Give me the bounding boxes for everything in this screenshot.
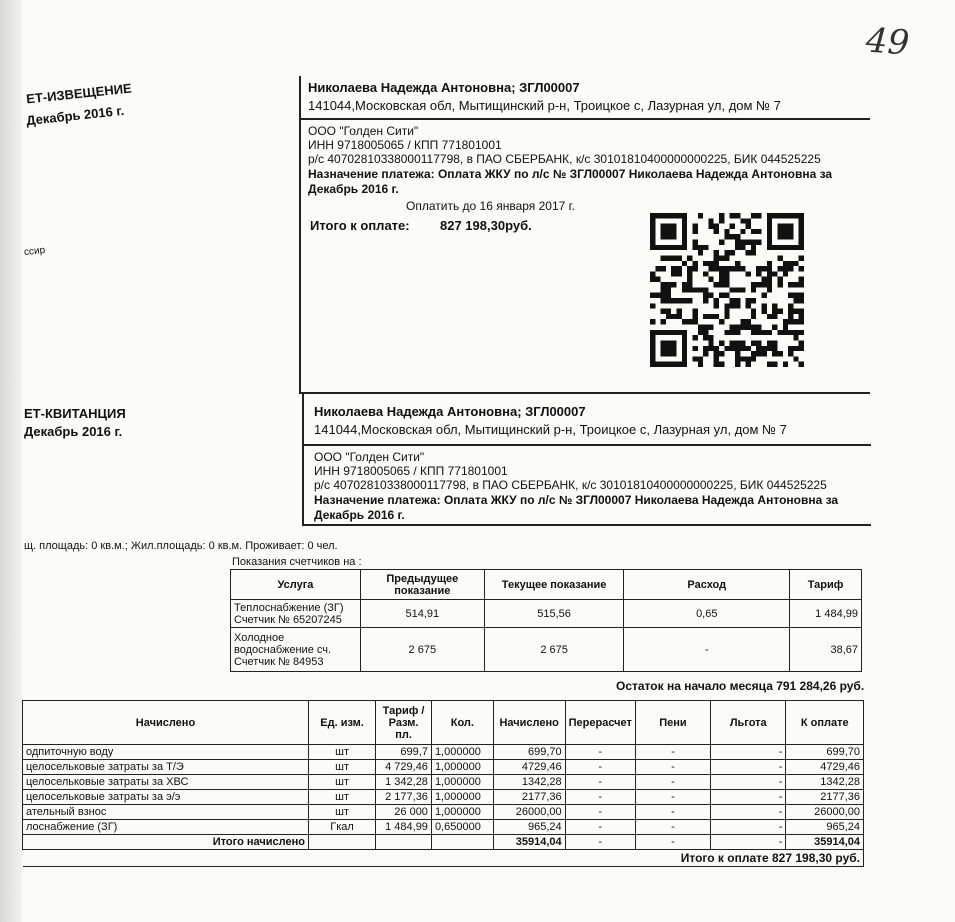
charges-cell-benefit: - — [711, 760, 786, 775]
charges-row — [23, 760, 864, 775]
charges-cell-tariff: 4 729,46 — [376, 760, 432, 775]
notice-payer: Николаева Надежда Антоновна; ЗГЛ00007 — [308, 80, 580, 95]
charges-cell-unit: Гкал — [308, 820, 375, 835]
charges-cell-penalty: - — [635, 820, 710, 835]
charges-cell-tariff: 1 484,99 — [376, 820, 432, 835]
meters-cell-prev: 514,91 — [360, 600, 484, 628]
charges-cell-pay: 4729,46 — [786, 760, 864, 775]
receipt-divider-bottom — [303, 524, 871, 526]
notice-divider-bottom — [300, 392, 870, 394]
grand-total: Итого к оплате 827 198,30 руб. — [23, 850, 864, 867]
charges-cell-qty: 0,650000 — [431, 820, 493, 835]
charges-cell-qty: 1,000000 — [431, 775, 493, 790]
charges-cell-charged: 26000,00 — [493, 805, 565, 820]
charges-cell-recalc: - — [565, 775, 635, 790]
charges-cell-penalty: - — [635, 760, 710, 775]
receipt-address: 141044,Московская обл, Мытищинский р-н, Троицкое с, Лазурная ул, дом № 7 — [314, 422, 787, 437]
notice-pay-until: Оплатить до 16 января 2017 г. — [406, 199, 575, 213]
charges-cell-tariff: 1 342,28 — [376, 775, 432, 790]
meters-row — [231, 600, 862, 628]
charges-cell-tariff: 26 000 — [376, 805, 432, 820]
meters-cell-usage: 0,65 — [624, 600, 790, 628]
meters-cell-usage: - — [624, 628, 790, 672]
balance-line: Остаток на начало месяца 791 284,26 руб. — [616, 679, 865, 693]
charges-cell-recalc: - — [565, 805, 635, 820]
meters-table — [230, 569, 862, 672]
notice-org: ООО "Голден Сити" — [308, 124, 419, 138]
receipt-left-title: ЕТ-КВИТАНЦИЯ — [24, 406, 126, 421]
receipt-payer: Николаева Надежда Антоновна; ЗГЛ00007 — [314, 404, 586, 419]
meters-header-prev: Предыдущее показание — [360, 570, 484, 600]
charges-cell-tariff: 699,7 — [376, 745, 432, 760]
charges-total-empty-1 — [308, 835, 375, 850]
notice-purpose-2: Декабрь 2016 г. — [308, 182, 399, 196]
charges-row — [23, 820, 864, 835]
charges-cell-unit: шт — [308, 745, 375, 760]
charges-cell-penalty: - — [635, 775, 710, 790]
charges-total-penalty: - — [635, 835, 710, 850]
meters-cell-tariff: 38,67 — [790, 628, 862, 672]
charges-cell-name: одпиточную воду — [23, 745, 309, 760]
charges-cell-recalc: - — [565, 820, 635, 835]
charges-cell-unit: шт — [308, 790, 375, 805]
charges-cell-name: ательный взнос — [23, 805, 309, 820]
charges-cell-pay: 1342,28 — [786, 775, 864, 790]
charges-cell-charged: 965,24 — [493, 820, 565, 835]
qr-code-icon — [650, 210, 804, 370]
charges-header-recalc: Перерасчет — [565, 701, 635, 745]
receipt-purpose-1: Назначение платежа: Оплата ЖКУ по л/с № ЗГЛ00007 Николаева Надежда Антоновна за — [314, 493, 839, 507]
charges-header-pay: К оплате — [786, 701, 864, 745]
charges-cell-qty: 1,000000 — [431, 805, 493, 820]
charges-row — [23, 745, 864, 760]
charges-cell-name: целосельковые затраты за э/э — [23, 790, 309, 805]
handwritten-page-number: 49 — [864, 20, 911, 64]
charges-cell-pay: 26000,00 — [786, 805, 864, 820]
charges-cell-benefit: - — [711, 820, 786, 835]
meters-header-service: Услуга — [231, 570, 361, 600]
notice-address: 141044,Московская обл, Мытищинский р-н, Троицкое с, Лазурная ул, дом № 7 — [308, 98, 781, 113]
charges-table — [22, 700, 864, 867]
charges-header-qty: Кол. — [431, 701, 493, 745]
receipt-divider-top — [303, 444, 871, 446]
charges-cell-qty: 1,000000 — [431, 745, 493, 760]
charges-cell-benefit: - — [711, 805, 786, 820]
page-binding — [0, 0, 22, 922]
notice-account: р/с 40702810338000117798, в ПАО СБЕРБАНК, к/с 30101810400000000225, БИК 044525225 — [308, 152, 821, 166]
notice-left-title: ЕТ-ИЗВЕЩЕНИЕ — [25, 80, 133, 107]
meters-cell-curr: 2 675 — [484, 628, 624, 672]
receipt-org: ООО "Голден Сити" — [314, 450, 425, 464]
charges-cell-charged: 4729,46 — [493, 760, 565, 775]
meters-header-tariff: Тариф — [790, 570, 862, 600]
meters-cell-service: Холодное водоснабжение сч. Счетчик № 84953 — [231, 628, 361, 672]
meters-cell-prev: 2 675 — [360, 628, 484, 672]
charges-header-charged: Начислено — [493, 701, 565, 745]
charges-cell-benefit: - — [711, 775, 786, 790]
charges-row — [23, 805, 864, 820]
charges-cell-benefit: - — [711, 790, 786, 805]
meters-cell-curr: 515,56 — [484, 600, 624, 628]
notice-purpose-1: Назначение платежа: Оплата ЖКУ по л/с № ЗГЛ00007 Николаева Надежда Антоновна за — [308, 167, 833, 181]
meters-cell-service: Теплоснабжение (ЗГ) Счетчик № 65207245 — [231, 600, 361, 628]
charges-cell-recalc: - — [565, 745, 635, 760]
notice-left-period: Декабрь 2016 г. — [25, 102, 125, 129]
charges-header-penalty: Пени — [635, 701, 710, 745]
charges-cell-name: целосельковые затраты за ХВС — [23, 775, 309, 790]
charges-cell-penalty: - — [635, 790, 710, 805]
meters-caption: Показания счетчиков на : — [232, 556, 362, 568]
charges-cell-charged: 1342,28 — [493, 775, 565, 790]
notice-divider-top — [300, 118, 870, 120]
charges-cell-qty: 1,000000 — [431, 760, 493, 775]
charges-header-benefit: Льгота — [711, 701, 786, 745]
meters-cell-tariff: 1 484,99 — [790, 600, 862, 628]
charges-cell-charged: 699,70 — [493, 745, 565, 760]
charges-cell-tariff: 2 177,36 — [376, 790, 432, 805]
notice-cashier-label: ссир — [23, 244, 46, 259]
charges-total-pay: 35914,04 — [786, 835, 864, 850]
charges-cell-unit: шт — [308, 805, 375, 820]
meters-row — [231, 628, 862, 672]
charges-cell-penalty: - — [635, 805, 710, 820]
charges-cell-pay: 2177,36 — [786, 790, 864, 805]
notice-inn: ИНН 9718005065 / КПП 771801001 — [308, 138, 502, 152]
meters-header-curr: Текущее показание — [484, 570, 624, 600]
charges-cell-charged: 2177,36 — [493, 790, 565, 805]
notice-total-value: 827 198,30руб. — [440, 218, 532, 233]
receipt-purpose-2: Декабрь 2016 г. — [314, 508, 405, 522]
receipt-account: р/с 40702810338000117798, в ПАО СБЕРБАНК, к/с 30101810400000000225, БИК 044525225 — [314, 478, 827, 492]
charges-cell-pay: 965,24 — [786, 820, 864, 835]
charges-cell-recalc: - — [565, 760, 635, 775]
receipt-left-period: Декабрь 2016 г. — [24, 424, 123, 439]
charges-cell-name: целосельковые затраты за Т/Э — [23, 760, 309, 775]
charges-row — [23, 775, 864, 790]
charges-header-unit: Ед. изм. — [308, 701, 375, 745]
charges-cell-pay: 699,70 — [786, 745, 864, 760]
charges-header-tariff: Тариф / Разм. пл. — [376, 701, 432, 745]
receipt-vertical-divider — [302, 394, 304, 526]
charges-total-benefit: - — [711, 835, 786, 850]
charges-total-empty-3 — [431, 835, 493, 850]
charges-cell-recalc: - — [565, 790, 635, 805]
charges-total-recalc: - — [565, 835, 635, 850]
charges-cell-name: лоснабжение (ЗГ) — [23, 820, 309, 835]
charges-total-charged: 35914,04 — [493, 835, 565, 850]
charges-total-label: Итого начислено — [23, 835, 309, 850]
notice-vertical-divider — [299, 76, 301, 394]
charges-total-empty-2 — [376, 835, 432, 850]
charges-cell-qty: 1,000000 — [431, 790, 493, 805]
charges-cell-unit: шт — [308, 760, 375, 775]
charges-header-name: Начислено — [23, 701, 309, 745]
charges-row — [23, 790, 864, 805]
notice-total-label: Итого к оплате: — [310, 218, 410, 233]
area-line: щ. площадь: 0 кв.м.; Жил.площадь: 0 кв.м. Проживает: 0 чел. — [24, 540, 338, 552]
receipt-inn: ИНН 9718005065 / КПП 771801001 — [314, 464, 508, 478]
meters-header-usage: Расход — [624, 570, 790, 600]
charges-cell-unit: шт — [308, 775, 375, 790]
charges-cell-penalty: - — [635, 745, 710, 760]
charges-cell-benefit: - — [711, 745, 786, 760]
